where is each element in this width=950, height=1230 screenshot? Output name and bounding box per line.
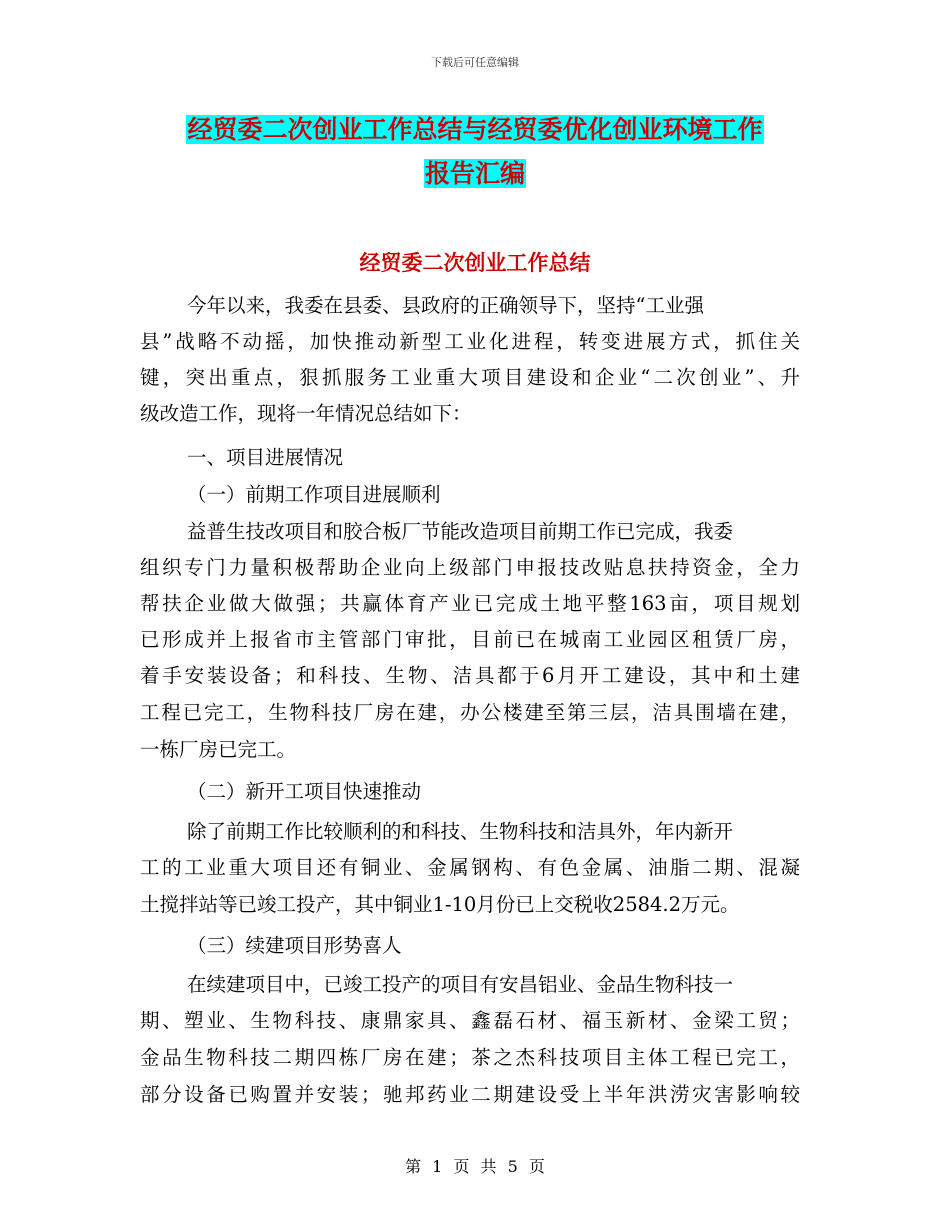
body-line: 帮扶企业做大做强；共赢体育产业已完成土地平整163亩，项目规划 — [140, 592, 800, 615]
body-line: 一栋厂房已完工。 — [140, 738, 297, 761]
body-line: 级改造工作，现将一年情况总结如下： — [140, 402, 472, 425]
document-title-line-2 — [0, 156, 950, 192]
document-title-line-1 — [0, 112, 950, 148]
body-line: 除了前期工作比较顺利的和科技、生物科技和洁具外，年内新开 — [187, 820, 734, 843]
body-line: 土搅拌站等已竣工投产，其中铜业1-10月份已上交税收2584.2万元。 — [140, 893, 740, 916]
body-line: 金品生物科技二期四栋厂房在建；茶之杰科技项目主体工程已完工， — [140, 1046, 800, 1069]
title-highlight-2: 报告汇编 — [424, 159, 525, 188]
body-line: 益普生技改项目和胶合板厂节能改造项目前期工作已完成，我委 — [187, 520, 734, 543]
body-line: 在续建项目中，已竣工投产的项目有安昌铝业、金品生物科技一 — [187, 973, 734, 996]
body-line: 今年以来，我委在县委、县政府的正确领导下，坚持“工业强 — [187, 294, 704, 317]
body-line: 工程已完工，生物科技厂房在建，办公楼建至第三层，洁具围墙在建， — [140, 701, 800, 724]
body-line: 键，突出重点，狠抓服务工业重大项目建设和企业“二次创业”、升 — [140, 366, 800, 389]
body-subheading: （一）前期工作项目进展顺利 — [187, 483, 441, 506]
page-footer: 第 1 页 共 5 页 — [405, 1157, 545, 1176]
body-line: 着手安装设备；和科技、生物、洁具都于6月开工建设，其中和土建 — [140, 664, 800, 687]
body-line: 工的工业重大项目还有铜业、金属钢构、有色金属、油脂二期、混凝 — [140, 856, 800, 879]
body-heading: 一、项目进展情况 — [187, 446, 344, 469]
body-line: 期、塑业、生物科技、康鼎家具、鑫磊石材、福玉新材、金梁工贸； — [140, 1009, 800, 1032]
body-line: 部分设备已购置并安装；驰邦药业二期建设受上半年洪涝灾害影响较 — [140, 1083, 800, 1106]
body-line: 已形成并上报省市主管部门审批，目前已在城南工业园区租赁厂房， — [140, 628, 800, 651]
header-note: 下载后可任意编辑 — [431, 56, 519, 69]
title-highlight-1: 经贸委二次创业工作总结与经贸委优化创业环境工作 — [187, 115, 763, 144]
body-subheading: （二）新开工项目快速推动 — [187, 780, 422, 803]
section-title: 经贸委二次创业工作总结 — [359, 250, 591, 275]
body-line: 县”战略不动摇，加快推动新型工业化进程，转变进展方式，抓住关 — [140, 330, 800, 353]
body-line: 组织专门力量积极帮助企业向上级部门申报技改贴息扶持资金，全力 — [140, 556, 800, 579]
body-subheading: （三）续建项目形势喜人 — [187, 934, 402, 957]
